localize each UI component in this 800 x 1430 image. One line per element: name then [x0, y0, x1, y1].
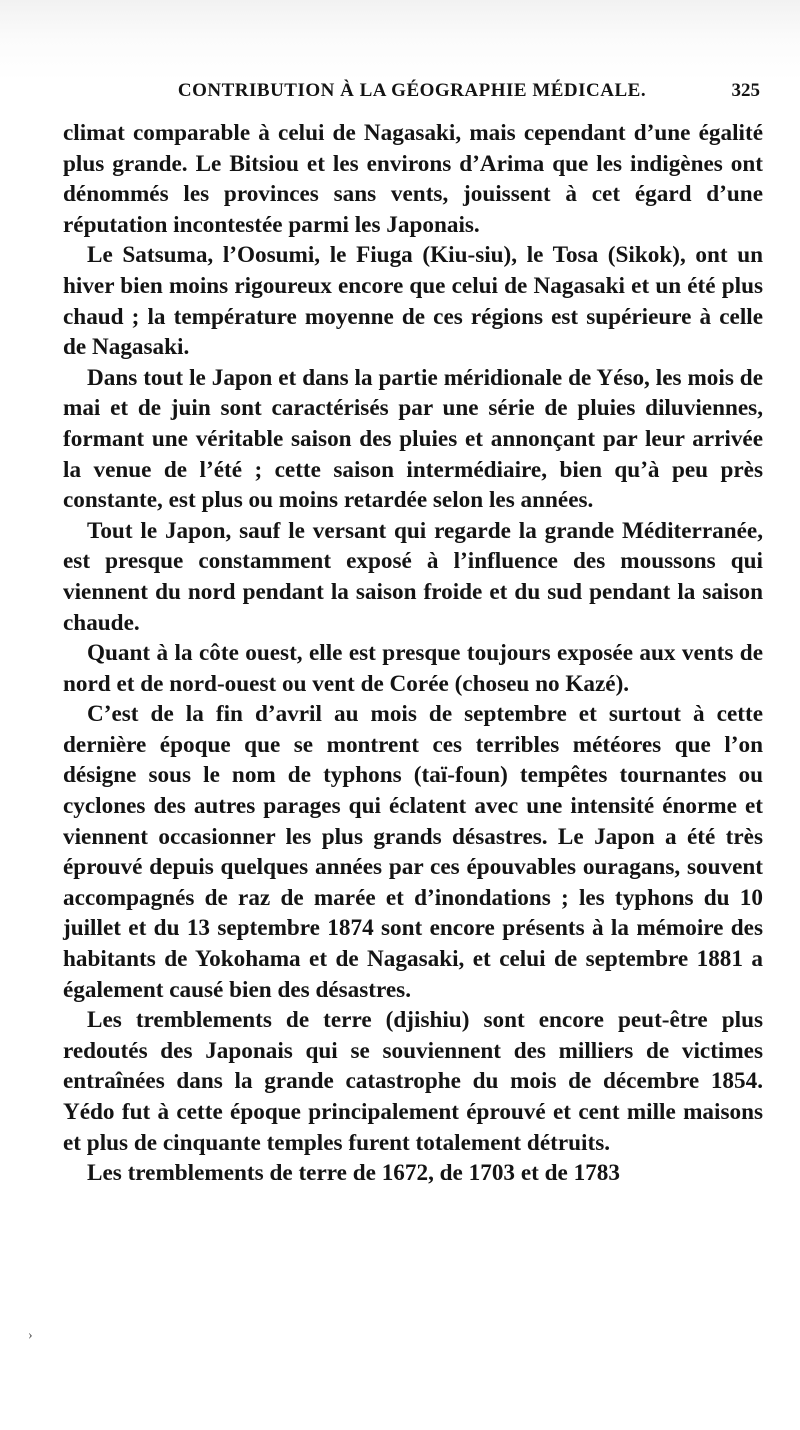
- margin-mark: ›: [28, 1328, 33, 1343]
- running-head: [62, 80, 762, 108]
- paragraph-7: Les tremblements de terre (djishiu) sont encore peut-être plus redoutés des Japonais qui se souviennent des milliers de victimes entraînées dans la grande catastrophe du mois de décembre 1854. Yédo fut à cette époque principalement éprouvé et cent mille maisons et plus de cinquante temples furent totalement détruits.: [63, 1007, 763, 1156]
- paragraph-8: Les tremblements de terre de 1672, de 1703 et de 1783: [87, 1160, 620, 1187]
- paragraph-2: Le Satsuma, l’Oosumi, le Fiuga (Kiu-siu), le Tosa (Sikok), ont un hiver bien moins rigoureux encore que celui de Nagasaki et un été plus chaud ; la température moyenne de ces régions est supérieure à celle de Nagasaki.: [63, 242, 763, 361]
- paragraph-5: Quant à la côte ouest, elle est presque toujours exposée aux vents de nord et de nord-ouest ou vent de Corée (choseu no Kazé).: [63, 640, 763, 697]
- page-number: 325: [731, 80, 760, 101]
- paragraph-3: Dans tout le Japon et dans la partie méridionale de Yéso, les mois de mai et de juin sont caractérisés par une série de pluies diluviennes, formant une véritable saison des pluies et annonçant par leur arrivée la venue de l’été ; cette saison intermédiaire, bien qu’à peu près constante, est plus ou moins retardée selon les années.: [63, 364, 763, 514]
- paragraph-6: C’est de la fin d’avril au mois de septembre et surtout à cette dernière époque que se montrent ces terribles météores que l’on désigne sous le nom de typhons (taï-foun) tempêtes tournantes ou cyclones des autres parages qui éclatent avec une intensité énorme et viennent occasionner les plus grands désastres. Le Japon a été très éprouvé depuis quelques années par ces épouvables ouragans, souvent accompagnés de raz de marée et d’inondations ; les typhons du 10 juillet et du 13 septembre 1874 sont encore présents à la mémoire des habitants de Yokohama et de Nagasaki, et celui de septembre 1881 a également causé bien des désastres.: [63, 701, 763, 1003]
- paragraph-4: Tout le Japon, sauf le versant qui regarde la grande Méditerranée, est presque constamment exposé à l’influence des moussons qui viennent du nord pendant la saison froide et du sud pendant la saison chaude.: [63, 517, 763, 636]
- paragraph-1: climat comparable à celui de Nagasaki, mais cependant d’une égalité plus grande. Le Bitsiou et les environs d’Arima que les indigènes ont dénommés les provinces sans vents, jouissent à cet égard d’une réputation incontestée parmi les Japonais.: [63, 120, 763, 238]
- running-title: CONTRIBUTION À LA GÉOGRAPHIE MÉDICALE.: [177, 80, 647, 101]
- body-text: [63, 118, 763, 1189]
